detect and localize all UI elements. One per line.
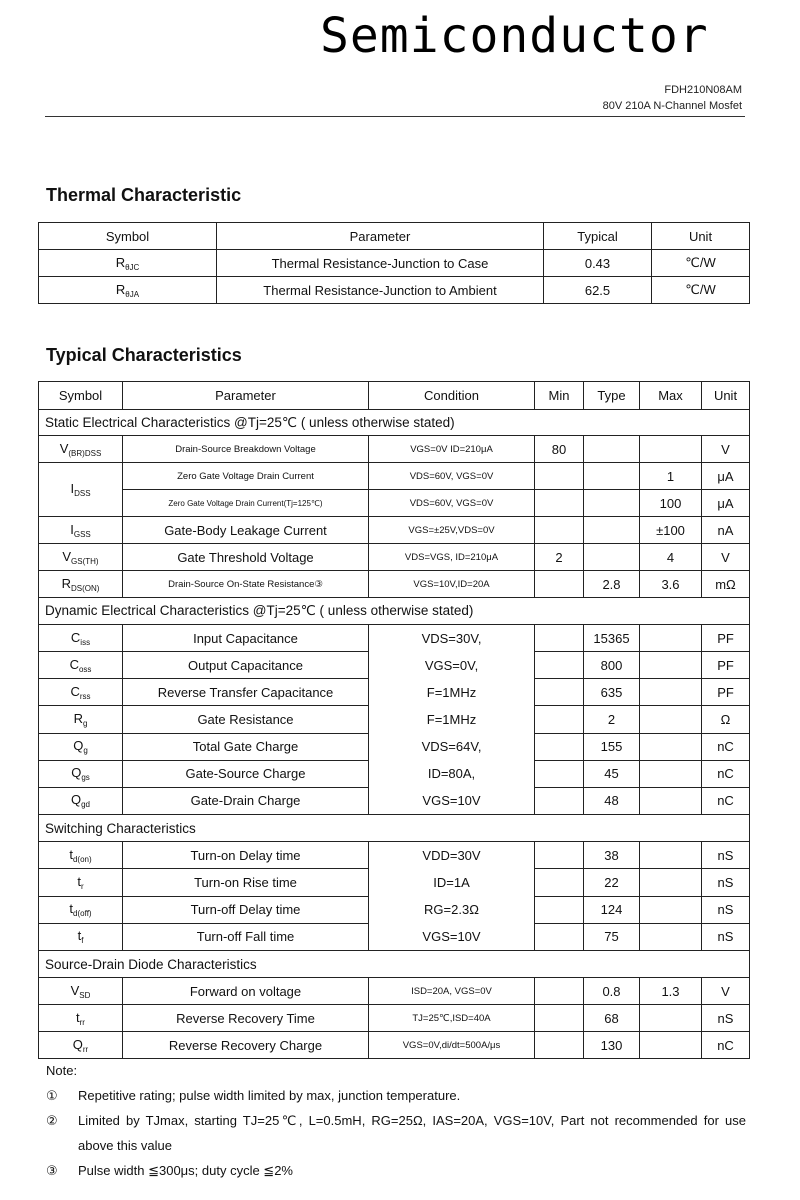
note-item	[46, 1083, 746, 1108]
symbol: $R_{DS(ON)}$	[39, 571, 123, 598]
table-row	[39, 1032, 750, 1059]
min	[535, 923, 584, 950]
parameter: Total Gate Charge	[123, 733, 369, 760]
parameter: Forward on voltage	[123, 978, 369, 1005]
table-row	[39, 978, 750, 1005]
unit: PF	[702, 652, 750, 679]
parameter: Turn-off Fall time	[123, 923, 369, 950]
condition: ID=80A,	[427, 766, 476, 781]
condition: F=1MHz	[426, 685, 477, 700]
type: 38	[584, 842, 640, 869]
type	[584, 463, 640, 490]
condition: VGS=0V,	[424, 658, 479, 673]
max	[640, 1005, 702, 1032]
max	[640, 1032, 702, 1059]
parameter: Reverse Recovery Time	[123, 1005, 369, 1032]
table-row	[39, 571, 750, 598]
unit: nC	[702, 1032, 750, 1059]
condition: VGS=10V	[422, 793, 481, 808]
symbol: $t_{d(off)}$	[39, 896, 123, 923]
min	[535, 842, 584, 869]
symbol: $Q_{rr}$	[39, 1032, 123, 1059]
col-parameter: Parameter	[123, 382, 369, 410]
section-title: Switching Characteristics	[39, 815, 750, 842]
condition: VGS=0V,di/dt=500A/μs	[369, 1032, 535, 1059]
table-row	[39, 277, 750, 304]
condition: VGS=10V	[422, 929, 481, 944]
note-marker: ①	[46, 1088, 58, 1103]
type	[584, 436, 640, 463]
condition: VGS=±25V,VDS=0V	[369, 517, 535, 544]
symbol: $C_{oss}$	[39, 652, 123, 679]
thermal-title: Thermal Characteristic	[46, 185, 242, 205]
typical-title: Typical Characteristics	[46, 345, 242, 365]
col-max: Max	[640, 382, 702, 410]
min	[535, 490, 584, 517]
note-text: Repetitive rating; pulse width limited by max, junction temperature.	[78, 1088, 461, 1103]
symbol: $V_{(BR)DSS}$	[39, 436, 123, 463]
min	[535, 978, 584, 1005]
type: 2	[584, 706, 640, 733]
parameter: Drain-Source On-State Resistance③	[123, 571, 369, 598]
max	[640, 436, 702, 463]
notes	[46, 1058, 746, 1183]
parameter: Gate-Source Charge	[123, 760, 369, 787]
parameter: Gate Resistance	[123, 706, 369, 733]
thermal-header-row	[39, 223, 750, 250]
table-row	[39, 842, 750, 869]
min	[535, 869, 584, 896]
type: 0.8	[584, 978, 640, 1005]
max: 3.6	[640, 571, 702, 598]
parameter: Zero Gate Voltage Drain Current(Tj=125℃)	[123, 490, 369, 517]
section-diode	[39, 951, 750, 978]
type: 75	[584, 923, 640, 950]
max	[640, 652, 702, 679]
col-parameter: Parameter	[217, 223, 544, 250]
condition: ISD=20A, VGS=0V	[369, 978, 535, 1005]
symbol: $Q_{gs}$	[39, 760, 123, 787]
condition: VGS=0V ID=210μA	[369, 436, 535, 463]
unit: nS	[702, 842, 750, 869]
parameter: Gate-Drain Charge	[123, 787, 369, 814]
section-title: Dynamic Electrical Characteristics @Tj=25℃ ( unless otherwise stated)	[39, 598, 750, 625]
type: 45	[584, 760, 640, 787]
min	[535, 787, 584, 814]
condition: ID=1A	[433, 875, 470, 890]
unit: nS	[702, 923, 750, 950]
max: 1	[640, 463, 702, 490]
unit: PF	[702, 679, 750, 706]
min	[535, 517, 584, 544]
symbol: $t_{rr}$	[39, 1005, 123, 1032]
section-title: Source-Drain Diode Characteristics	[39, 951, 750, 978]
col-typical: Typical	[544, 223, 652, 250]
symbol: $t_r$	[39, 869, 123, 896]
parameter: Zero Gate Voltage Drain Current	[123, 463, 369, 490]
table-row	[39, 625, 750, 652]
type: 48	[584, 787, 640, 814]
condition: VDS=60V, VGS=0V	[369, 490, 535, 517]
unit: ℃/W	[652, 277, 750, 304]
header-divider	[45, 116, 745, 117]
min	[535, 706, 584, 733]
typical-table	[38, 381, 750, 1059]
condition: RG=2.3Ω	[424, 902, 479, 917]
symbol: $t_f$	[39, 923, 123, 950]
parameter: Output Capacitance	[123, 652, 369, 679]
min	[535, 463, 584, 490]
table-row	[39, 490, 750, 517]
min	[535, 625, 584, 652]
max	[640, 896, 702, 923]
max	[640, 760, 702, 787]
condition: VDS=64V,	[421, 739, 482, 754]
parameter: Turn-on Rise time	[123, 869, 369, 896]
max: ±100	[640, 517, 702, 544]
note-marker: ②	[46, 1113, 58, 1128]
section-switching	[39, 815, 750, 842]
condition: F=1MHz	[426, 712, 477, 727]
unit: nS	[702, 869, 750, 896]
col-min: Min	[535, 382, 584, 410]
col-condition: Condition	[369, 382, 535, 410]
table-row	[39, 544, 750, 571]
max	[640, 706, 702, 733]
col-unit: Unit	[652, 223, 750, 250]
table-row	[39, 436, 750, 463]
min	[535, 760, 584, 787]
min	[535, 733, 584, 760]
note-item	[46, 1158, 746, 1183]
col-symbol: Symbol	[39, 223, 217, 250]
type: 68	[584, 1005, 640, 1032]
condition: VDS=30V,	[421, 631, 482, 646]
condition-group	[369, 625, 535, 815]
col-symbol: Symbol	[39, 382, 123, 410]
symbol: $t_{d(on)}$	[39, 842, 123, 869]
parameter: Thermal Resistance-Junction to Case	[217, 250, 544, 277]
max	[640, 787, 702, 814]
symbol: $Q_g$	[39, 733, 123, 760]
col-type: Type	[584, 382, 640, 410]
brand-title: Semiconductor	[320, 8, 709, 64]
symbol: $R_g$	[39, 706, 123, 733]
parameter: Reverse Transfer Capacitance	[123, 679, 369, 706]
parameter: Gate-Body Leakage Current	[123, 517, 369, 544]
part-info	[603, 82, 742, 114]
section-dynamic	[39, 598, 750, 625]
unit: nA	[702, 517, 750, 544]
unit: μA	[702, 490, 750, 517]
max: 4	[640, 544, 702, 571]
note-text: Limited by TJmax, starting TJ=25℃, L=0.5mH, RG=25Ω, IAS=20A, VGS=10V, Part not recommended for use above this value	[78, 1113, 746, 1153]
parameter: Turn-on Delay time	[123, 842, 369, 869]
type: 2.8	[584, 571, 640, 598]
parameter: Drain-Source Breakdown Voltage	[123, 436, 369, 463]
condition: VDD=30V	[422, 848, 481, 863]
symbol: $C_{rss}$	[39, 679, 123, 706]
unit: nC	[702, 733, 750, 760]
type: 124	[584, 896, 640, 923]
unit: Ω	[702, 706, 750, 733]
condition: VDS=60V, VGS=0V	[369, 463, 535, 490]
symbol: $R_{\theta JC}$	[39, 250, 217, 277]
notes-title: Note:	[46, 1063, 78, 1078]
min	[535, 1032, 584, 1059]
unit: nC	[702, 760, 750, 787]
note-marker: ③	[46, 1163, 58, 1178]
min	[535, 571, 584, 598]
min: 80	[535, 436, 584, 463]
symbol: $Q_{gd}$	[39, 787, 123, 814]
symbol: $R_{\theta JA}$	[39, 277, 217, 304]
parameter: Thermal Resistance-Junction to Ambient	[217, 277, 544, 304]
max	[640, 679, 702, 706]
type: 635	[584, 679, 640, 706]
part-description: 80V 210A N-Channel Mosfet	[602, 100, 742, 112]
parameter: Gate Threshold Voltage	[123, 544, 369, 571]
unit: μA	[702, 463, 750, 490]
type	[584, 544, 640, 571]
condition: VGS=10V,ID=20A	[369, 571, 535, 598]
part-number: FDH210N08AM	[664, 84, 742, 96]
condition: TJ=25℃,ISD=40A	[369, 1005, 535, 1032]
symbol: $I_{GSS}$	[39, 517, 123, 544]
max	[640, 869, 702, 896]
unit: nC	[702, 787, 750, 814]
min	[535, 896, 584, 923]
unit: PF	[702, 625, 750, 652]
unit: mΩ	[702, 571, 750, 598]
max	[640, 625, 702, 652]
thermal-table	[38, 222, 750, 304]
condition: VDS=VGS, ID=210μA	[369, 544, 535, 571]
unit: V	[702, 544, 750, 571]
symbol: $V_{SD}$	[39, 978, 123, 1005]
type: 800	[584, 652, 640, 679]
min	[535, 1005, 584, 1032]
section-static	[39, 410, 750, 436]
parameter: Input Capacitance	[123, 625, 369, 652]
note-text: Pulse width ≦300μs; duty cycle ≦2%	[78, 1163, 293, 1178]
type: 15365	[584, 625, 640, 652]
typical: 62.5	[544, 277, 652, 304]
min	[535, 679, 584, 706]
type	[584, 490, 640, 517]
col-unit: Unit	[702, 382, 750, 410]
parameter: Turn-off Delay time	[123, 896, 369, 923]
unit: nS	[702, 1005, 750, 1032]
type	[584, 517, 640, 544]
parameter: Reverse Recovery Charge	[123, 1032, 369, 1059]
max: 100	[640, 490, 702, 517]
max: 1.3	[640, 978, 702, 1005]
type: 22	[584, 869, 640, 896]
symbol: $V_{GS(TH)}$	[39, 544, 123, 571]
max	[640, 842, 702, 869]
min: 2	[535, 544, 584, 571]
max	[640, 923, 702, 950]
table-row	[39, 517, 750, 544]
unit: V	[702, 978, 750, 1005]
typical: 0.43	[544, 250, 652, 277]
min	[535, 652, 584, 679]
symbol: $C_{iss}$	[39, 625, 123, 652]
typical-header-row	[39, 382, 750, 410]
table-row	[39, 463, 750, 490]
table-row	[39, 250, 750, 277]
max	[640, 733, 702, 760]
unit: ℃/W	[652, 250, 750, 277]
symbol: $I_{DSS}$	[39, 463, 123, 517]
unit: nS	[702, 896, 750, 923]
table-row	[39, 1005, 750, 1032]
type: 155	[584, 733, 640, 760]
unit: V	[702, 436, 750, 463]
type: 130	[584, 1032, 640, 1059]
note-item	[46, 1108, 746, 1158]
condition-group	[369, 842, 535, 951]
section-title: Static Electrical Characteristics @Tj=25℃ ( unless otherwise stated)	[39, 410, 750, 436]
